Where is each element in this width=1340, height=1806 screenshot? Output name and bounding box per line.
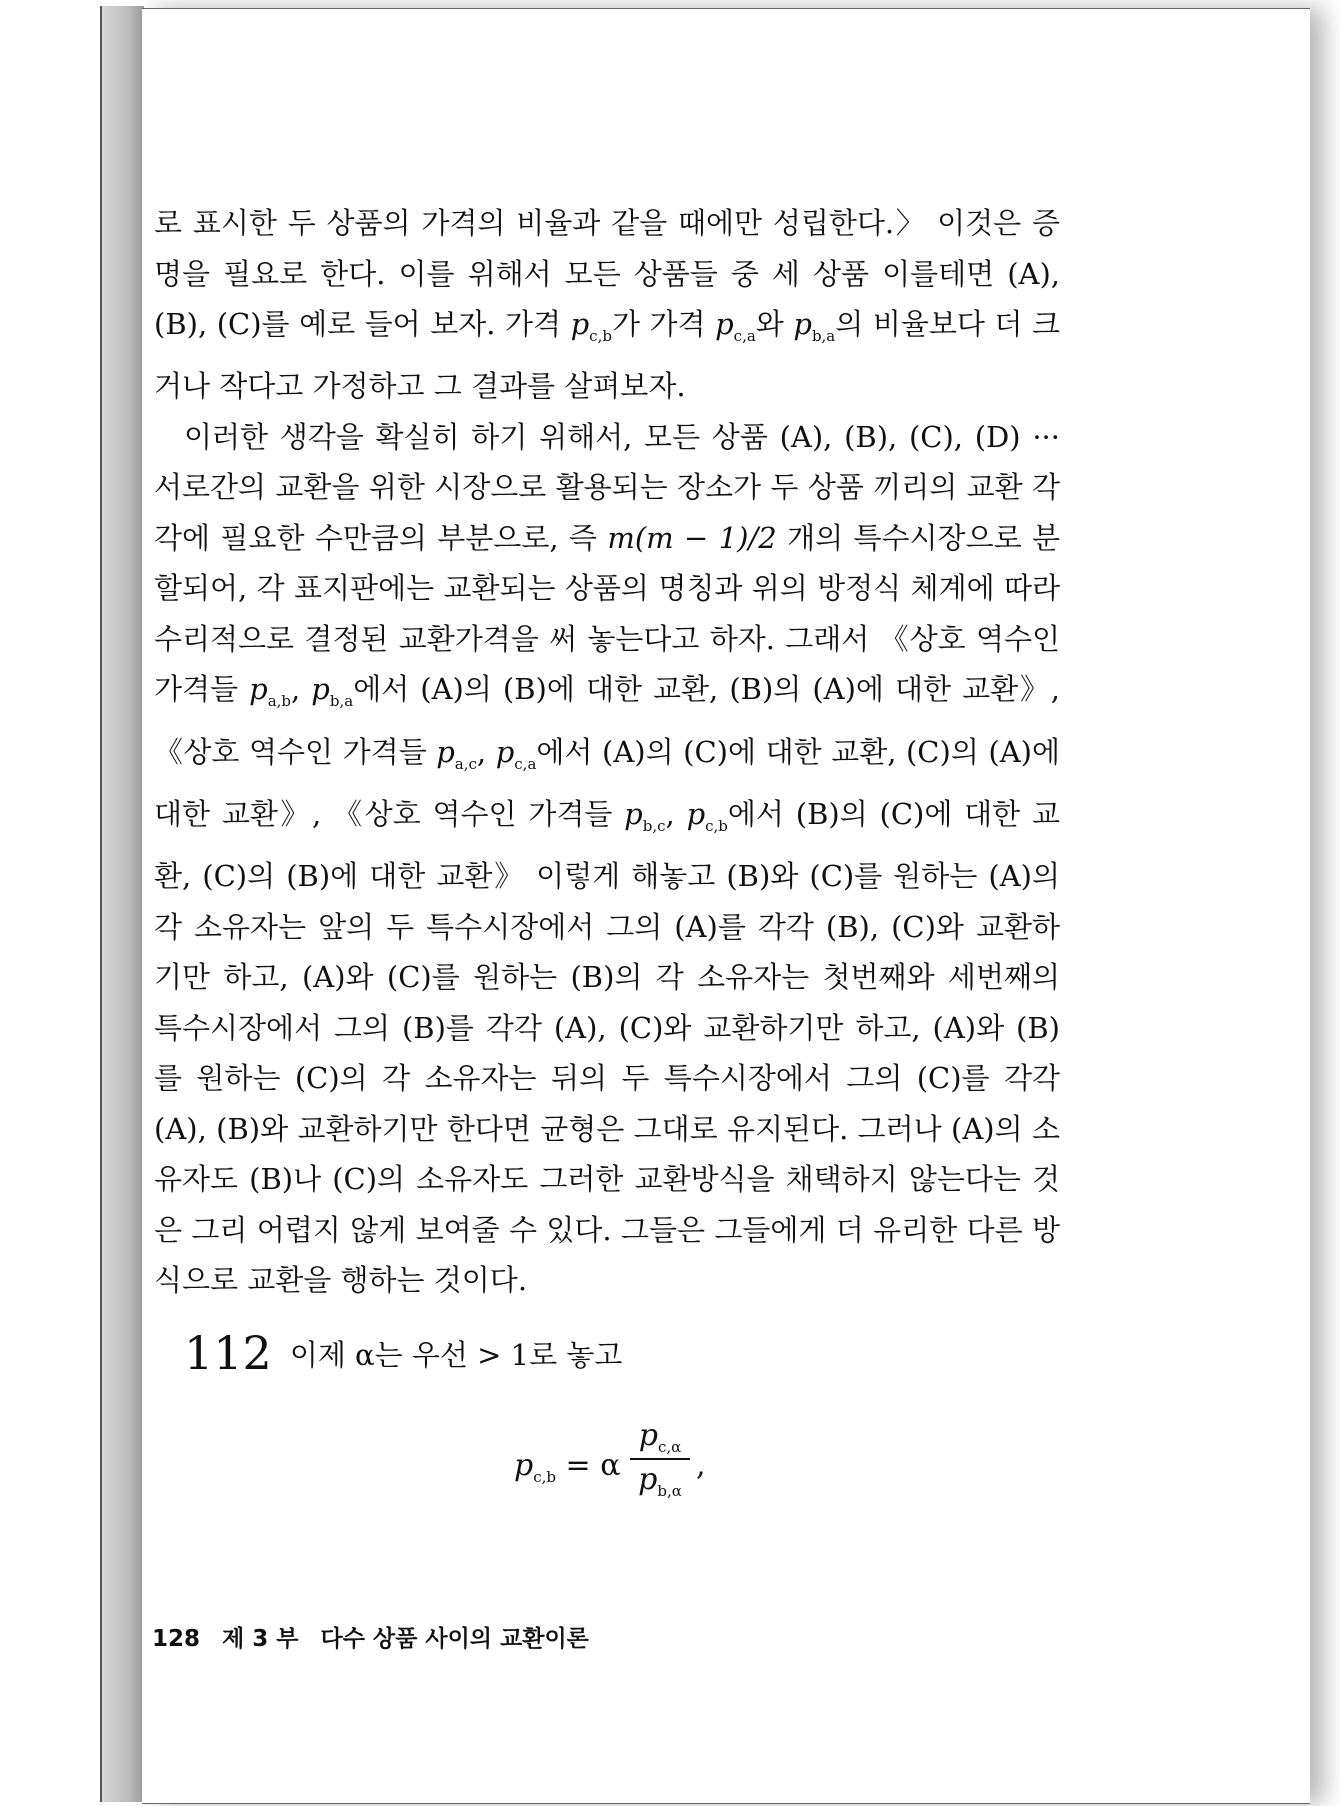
book-edge xyxy=(100,6,144,1802)
section-text: 이제 α는 우선 > 1로 놓고 xyxy=(289,1338,623,1372)
body-text xyxy=(154,198,1060,1306)
formula-denominator: $p_{b,\alpha}$ xyxy=(638,1462,682,1500)
page-number: 128 xyxy=(152,1626,201,1652)
paragraph-1: 로 표시한 두 상품의 가격의 비율과 같을 때에만 성립한다.〉 이것은 증명을 필요로 한다. 이를 위해서 모든 상품들 중 세 상품 이를테면 (A), (B), (C)를 예로 들어 보자. 가격 $p_{c,b}$가 가격 $p_{c,a}$와 $p_{b,a}$의 비율보다 더 크거나 작다고 가정하고 그 결과를 살펴보자. xyxy=(154,206,1060,404)
section-heading xyxy=(184,1328,884,1380)
part-label: 제 3 부 xyxy=(222,1626,299,1652)
formula-lhs: $p_{c,b} = \alpha$ xyxy=(514,1448,621,1486)
formula-numerator: $p_{c,\alpha}$ xyxy=(630,1418,690,1460)
paragraph-2: 이러한 생각을 확실히 하기 위해서, 모든 상품 (A), (B), (C), (D) ··· 서로간의 교환을 위한 시장으로 활용되는 장소가 두 상품 끼리의 교환 각각에 필요한 수만큼의 부분으로, 즉 m(m − 1)/2 개의 특수시장으로 분할되어, 각 표지판에는 교환되는 상품의 명칭과 위의 방정식 체계에 따라 수리적으로 결정된 교환가격을 써 놓는다고 하자. 그래서 《상호 역수인 가격들 $p_{a,b}$, $p_{b,a}$에서 (A)의 (B)에 대한 교환, (B)의 (A)에 대한 교환》, 《상호 역수인 가격들 $p_{a,c}$, $p_{c,a}$에서 (A)의 (C)에 대한 교환, (C)의 (A)에 대한 교환》, 《상호 역수인 가격들 $p_{b,c}$, $p_{c,b}$에서 (B)의 (C)에 대한 교환, (C)의 (B)에 대한 교환》 이렇게 해놓고 (B)와 (C)를 원하는 (A)의 각 소유자는 앞의 두 특수시장에서 그의 (A)를 각각 (B), (C)와 교환하기만 하고, (A)와 (C)를 원하는 (B)의 각 소유자는 첫번째와 세번째의 특수시장에서 그의 (B)를 각각 (A), (C)와 교환하기만 하고, (A)와 (B)를 원하는 (C)의 각 소유자는 뒤의 두 특수시장에서 그의 (C)를 각각 (A), (B)와 교환하기만 한다면 균형은 그대로 유지된다. 그러나 (A)의 소유자도 (B)나 (C)의 소유자도 그러한 교환방식을 채택하지 않는다는 것은 그리 어렵지 않게 보여줄 수 있다. 그들은 그들에게 더 유리한 다른 방식으로 교환을 행하는 것이다. xyxy=(154,419,1061,1298)
section-number: 112 xyxy=(184,1326,272,1380)
page-footer xyxy=(152,1620,611,1653)
formula: $p_{c,b} = \alpha$ $\frac{p_{c,\alpha}}{p_{b,\alpha}}$ , xyxy=(514,1418,706,1500)
formula-fraction xyxy=(630,1418,690,1500)
chapter-title: 다수 상품 사이의 교환이론 xyxy=(320,1626,589,1652)
